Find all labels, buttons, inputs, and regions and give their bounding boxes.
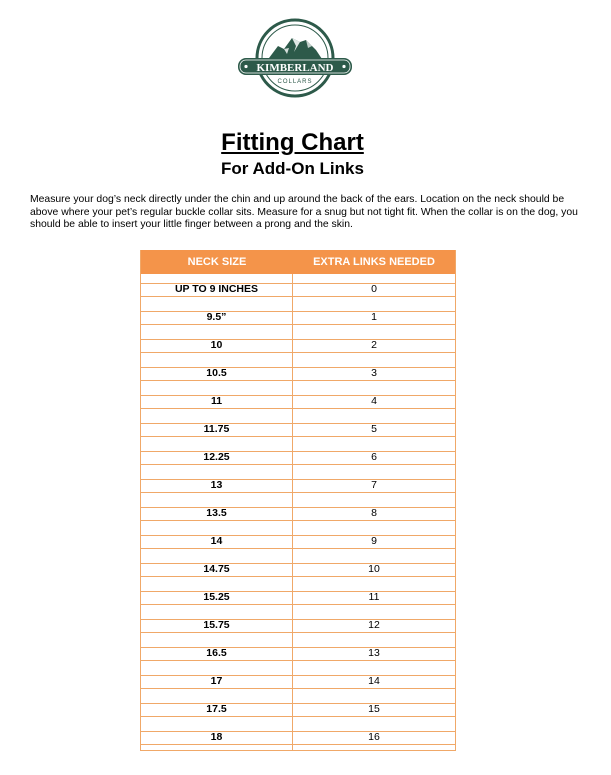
extra-links-value: 13 bbox=[293, 647, 455, 661]
extra-links-value: 4 bbox=[293, 395, 455, 409]
neck-size-value: 14.75 bbox=[141, 563, 292, 577]
extra-links-value: 5 bbox=[293, 423, 455, 437]
extra-links-value: 15 bbox=[293, 703, 455, 717]
neck-size-cell bbox=[141, 610, 293, 638]
neck-size-value: 18 bbox=[141, 731, 292, 745]
header-neck-size: NECK SIZE bbox=[187, 256, 247, 268]
table-row bbox=[141, 274, 455, 302]
neck-size-cell bbox=[141, 694, 293, 722]
table-row bbox=[141, 498, 455, 526]
neck-size-cell bbox=[141, 666, 293, 694]
neck-size-cell bbox=[141, 722, 293, 750]
extra-links-value: 9 bbox=[293, 535, 455, 549]
table-row bbox=[141, 526, 455, 554]
extra-links-value: 14 bbox=[293, 675, 455, 689]
logo-brand-text: KIMBERLAND bbox=[256, 62, 334, 74]
neck-size-value: 10 bbox=[141, 339, 292, 353]
neck-size-cell bbox=[141, 274, 293, 302]
neck-size-cell bbox=[141, 554, 293, 582]
extra-links-value: 7 bbox=[293, 479, 455, 493]
extra-links-cell bbox=[293, 582, 455, 610]
neck-size-cell bbox=[141, 358, 293, 386]
extra-links-cell bbox=[293, 358, 455, 386]
neck-size-value: 10.5 bbox=[141, 367, 292, 381]
extra-links-cell bbox=[293, 330, 455, 358]
table-row bbox=[141, 302, 455, 330]
extra-links-cell bbox=[293, 470, 455, 498]
neck-size-value: 17.5 bbox=[141, 703, 292, 717]
table-row bbox=[141, 330, 455, 358]
neck-size-cell bbox=[141, 330, 293, 358]
extra-links-value: 12 bbox=[293, 619, 455, 633]
logo-sub-text: COLLARS bbox=[277, 79, 313, 85]
neck-size-value: 14 bbox=[141, 535, 292, 549]
table-row bbox=[141, 386, 455, 414]
extra-links-cell bbox=[293, 442, 455, 470]
table-row bbox=[141, 554, 455, 582]
neck-size-cell bbox=[141, 582, 293, 610]
table-row bbox=[141, 358, 455, 386]
extra-links-cell bbox=[293, 526, 455, 554]
table-row bbox=[141, 470, 455, 498]
extra-links-value: 1 bbox=[293, 311, 455, 325]
neck-size-cell bbox=[141, 470, 293, 498]
extra-links-cell bbox=[293, 722, 455, 750]
neck-size-value: 16.5 bbox=[141, 647, 292, 661]
neck-size-value: 9.5” bbox=[141, 311, 292, 325]
fitting-table bbox=[140, 250, 456, 751]
neck-size-cell bbox=[141, 386, 293, 414]
extra-links-cell bbox=[293, 554, 455, 582]
neck-size-cell bbox=[141, 526, 293, 554]
neck-size-cell bbox=[141, 442, 293, 470]
neck-size-value: 13.5 bbox=[141, 507, 292, 521]
page-title: Fitting Chart bbox=[221, 129, 364, 156]
extra-links-cell bbox=[293, 274, 455, 302]
neck-size-cell bbox=[141, 638, 293, 666]
page-subtitle: For Add-On Links bbox=[221, 159, 364, 178]
table-body bbox=[141, 274, 455, 750]
extra-links-cell bbox=[293, 694, 455, 722]
logo-mountain-icon bbox=[236, 16, 354, 100]
extra-links-cell bbox=[293, 666, 455, 694]
extra-links-cell bbox=[293, 638, 455, 666]
table-row bbox=[141, 414, 455, 442]
extra-links-value: 10 bbox=[293, 563, 455, 577]
extra-links-cell bbox=[293, 498, 455, 526]
neck-size-value: 17 bbox=[141, 675, 292, 689]
extra-links-value: 2 bbox=[293, 339, 455, 353]
extra-links-cell bbox=[293, 386, 455, 414]
neck-size-value: UP TO 9 INCHES bbox=[141, 283, 292, 297]
neck-size-value: 12.25 bbox=[141, 451, 292, 465]
extra-links-cell bbox=[293, 414, 455, 442]
extra-links-cell bbox=[293, 610, 455, 638]
extra-links-value: 0 bbox=[293, 283, 455, 297]
table-header bbox=[141, 250, 455, 274]
neck-size-value: 11.75 bbox=[141, 423, 292, 437]
extra-links-value: 3 bbox=[293, 367, 455, 381]
neck-size-value: 11 bbox=[141, 395, 292, 409]
kimberland-logo bbox=[236, 16, 354, 100]
extra-links-value: 6 bbox=[293, 451, 455, 465]
table-row bbox=[141, 666, 455, 694]
extra-links-value: 8 bbox=[293, 507, 455, 521]
neck-size-cell bbox=[141, 302, 293, 330]
neck-size-value: 15.75 bbox=[141, 619, 292, 633]
neck-size-cell bbox=[141, 414, 293, 442]
neck-size-value: 13 bbox=[141, 479, 292, 493]
table-row bbox=[141, 638, 455, 666]
table-row bbox=[141, 694, 455, 722]
neck-size-cell bbox=[141, 498, 293, 526]
extra-links-cell bbox=[293, 302, 455, 330]
header-extra-links: EXTRA LINKS NEEDED bbox=[313, 256, 435, 268]
neck-size-value: 15.25 bbox=[141, 591, 292, 605]
table-row bbox=[141, 442, 455, 470]
table-row bbox=[141, 582, 455, 610]
fitting-instructions: Measure your dog’s neck directly under the chin and up around the back of the ears. Location on the neck should be above where your pet’s regular buckle collar sits. Measure for a snug but not tight fit. When the collar is on the dog, you should be able to insert your little finger between a prong and the skin. bbox=[30, 194, 578, 230]
table-row bbox=[141, 610, 455, 638]
table-row bbox=[141, 722, 455, 750]
extra-links-value: 11 bbox=[293, 591, 455, 605]
extra-links-value: 16 bbox=[293, 731, 455, 745]
